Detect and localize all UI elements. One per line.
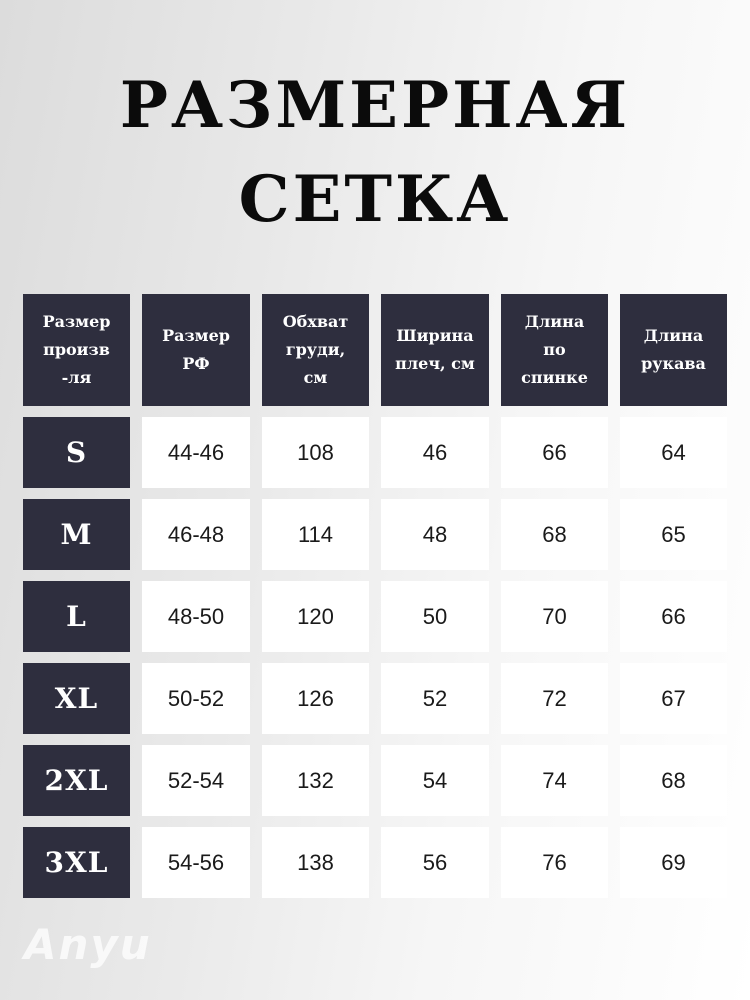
table-row [23,581,727,652]
shoulder-value: 54 [381,745,489,816]
chest-value: 108 [262,417,369,488]
table-row [23,827,727,898]
table-row [23,745,727,816]
back-length-value: 66 [501,417,608,488]
sleeve-length-value: 69 [620,827,727,898]
size-label: XL [23,663,130,734]
shoulder-value: 52 [381,663,489,734]
chest-value: 132 [262,745,369,816]
chest-value: 138 [262,827,369,898]
chest-value: 114 [262,499,369,570]
chest-value: 120 [262,581,369,652]
size-label: S [23,417,130,488]
size-label: M [23,499,130,570]
rf-size-value: 50-52 [142,663,250,734]
back-length-value: 76 [501,827,608,898]
rf-size-value: 46-48 [142,499,250,570]
shoulder-value: 46 [381,417,489,488]
rf-size-value: 48-50 [142,581,250,652]
back-length-value: 74 [501,745,608,816]
size-label: L [23,581,130,652]
header-chest: Обхват груди, см [262,294,369,406]
sleeve-length-value: 68 [620,745,727,816]
page-title-line-2: СЕТКА [238,162,512,237]
size-label: 2XL [23,745,130,816]
header-back-length: Длина по спинке [501,294,608,406]
header-rf-size: Размер РФ [142,294,250,406]
back-length-value: 72 [501,663,608,734]
sleeve-length-value: 67 [620,663,727,734]
rf-size-value: 54-56 [142,827,250,898]
shoulder-value: 48 [381,499,489,570]
sleeve-length-value: 66 [620,581,727,652]
shoulder-value: 50 [381,581,489,652]
page-title-line-1: РАЗМЕРНАЯ [119,68,631,143]
brand-watermark: Anyu [24,920,152,969]
size-label: 3XL [23,827,130,898]
sleeve-length-value: 65 [620,499,727,570]
size-chart-table [23,294,727,909]
rf-size-value: 44-46 [142,417,250,488]
sleeve-length-value: 64 [620,417,727,488]
table-header-row [23,294,727,406]
header-shoulder-width: Ширина плеч, см [381,294,489,406]
header-manufacturer-size: Размер произв -ля [23,294,130,406]
back-length-value: 68 [501,499,608,570]
table-row [23,499,727,570]
table-row [23,663,727,734]
rf-size-value: 52-54 [142,745,250,816]
header-sleeve-length: Длина рукава [620,294,727,406]
shoulder-value: 56 [381,827,489,898]
table-row [23,417,727,488]
back-length-value: 70 [501,581,608,652]
chest-value: 126 [262,663,369,734]
